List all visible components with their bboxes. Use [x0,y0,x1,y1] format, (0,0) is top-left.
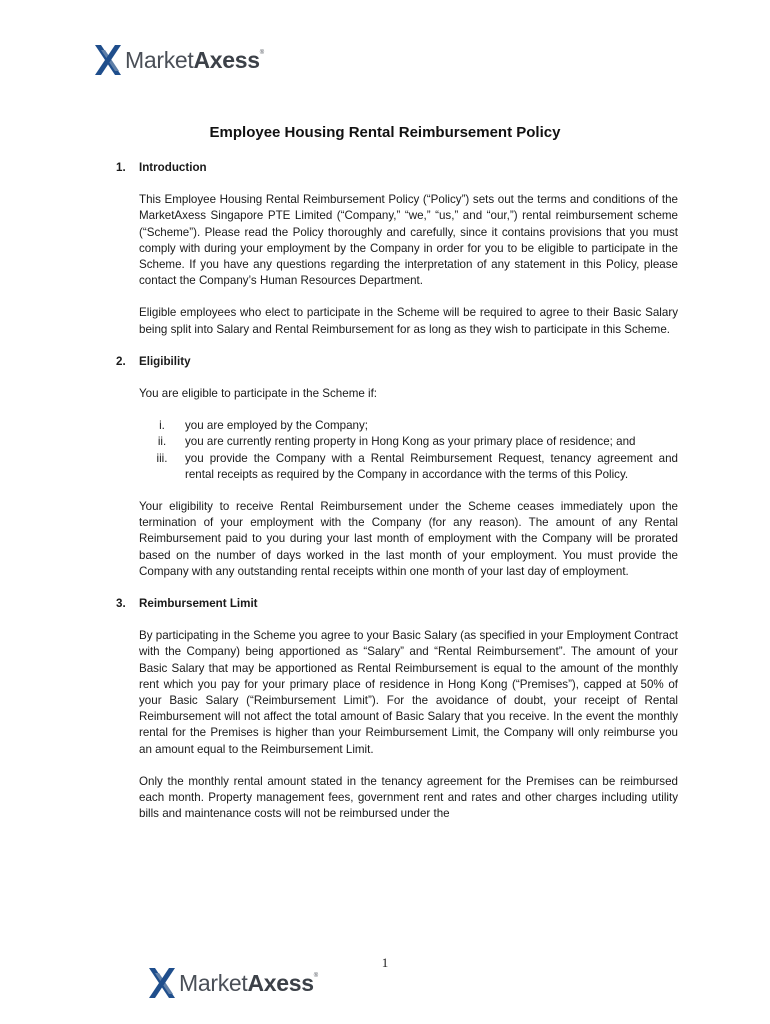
logo-word-axess: Axess [247,969,314,996]
logo-word-market: Market [125,46,194,73]
logo-word-market: Market [179,969,248,996]
section-heading-introduction [116,160,678,176]
list-item-number: iii. [156,451,168,465]
marketaxess-x-icon [94,44,122,76]
section-heading-eligibility [116,354,678,370]
paragraph: By participating in the Scheme you agree to your Basic Salary (as specified in your Employment Contract with the Company) being apportioned as “Salary” and “Rental Reimbursement”. The amount of your Basic Salary that may be apportioned as Rental Reimbursement is equal to the amount of the monthly rent which you pay for your primary place of residence in Hong Kong (“Premises”), capped at 50% of your Basic Salary (“Reimbursement Limit”). For the avoidance of doubt, your receipt of Rental Reimbursement will not affect the total amount of Basic Salary that you receive. In the event the monthly rental for the Premises is higher than your Reimbursement Limit, the Company will only reimburse you an amount equal to the Reimbursement Limit. [139,629,678,756]
section-number: 2. [116,354,126,368]
marketaxess-x-icon [148,967,176,999]
registered-mark-icon: ® [313,972,318,979]
header-logo [94,44,264,76]
page-number: 1 [381,955,389,970]
section-number: 3. [116,597,126,611]
registered-mark-icon: ® [259,49,264,56]
section-title: Introduction [139,161,207,174]
paragraph: Eligible employees who elect to participate in the Scheme will be required to agree to their Basic Salary being split into Salary and Rental Reimbursement for as long as they wish to participate in this Scheme. [139,306,678,336]
footer-logo [148,967,318,999]
list-item [139,418,678,434]
paragraph: This Employee Housing Rental Reimbursement Policy (“Policy”) sets out the terms and conditions of the MarketAxess Singapore PTE Limited (“Company,” “we,” “us,” and “our,”) rental reimbursement scheme (“Scheme”). Please read the Policy thoroughly and carefully, since it contains provisions that you must comply with during your employment by the Company in order for you to be eligible to participate in the Scheme. If you have any questions regarding the interpretation of any statement in this Policy, please contact the Company’s Human Resources Department. [139,193,678,288]
logo-wordmark [179,970,318,997]
document-title: Employee Housing Rental Reimbursement Policy [209,124,561,141]
list-item-text: you are employed by the Company; [185,419,369,433]
list-item-text: you provide the Company with a Rental Reimbursement Request, tenancy agreement and rental receipts as required by the Company in accordance with the terms of this Policy. [185,451,678,481]
paragraph: Your eligibility to receive Rental Reimbursement under the Scheme ceases immediately upon the termination of your employment with the Company (for any reason). The amount of any Rental Reimbursement paid to you during your last month of employment with the Company will be prorated based on the number of days worked in the last month of your employment. You must provide the Company with any outstanding rental receipts within one month of your last day of employment. [139,500,678,578]
section-title: Eligibility [139,354,191,368]
paragraph: You are eligible to participate in the Scheme if: [139,387,378,401]
list-item-number: ii. [157,435,167,449]
section-number: 1. [116,161,126,174]
list-item [139,451,678,483]
document-body [116,160,678,839]
list-item [139,434,678,450]
logo-wordmark [125,47,264,74]
section-title: Reimbursement Limit [139,597,258,611]
logo-word-axess: Axess [193,46,260,73]
list-item-text: you are currently renting property in Hong Kong as your primary place of residence; and [185,435,636,449]
paragraph: Only the monthly rental amount stated in the tenancy agreement for the Premises can be reimbursed each month. Property management fees, government rent and rates and other charges including utility bills and maintenance costs will not be reimbursed under the [139,774,678,821]
eligibility-list [139,418,678,483]
section-heading-reimbursement-limit [116,596,678,612]
list-item-number: i. [159,419,165,433]
